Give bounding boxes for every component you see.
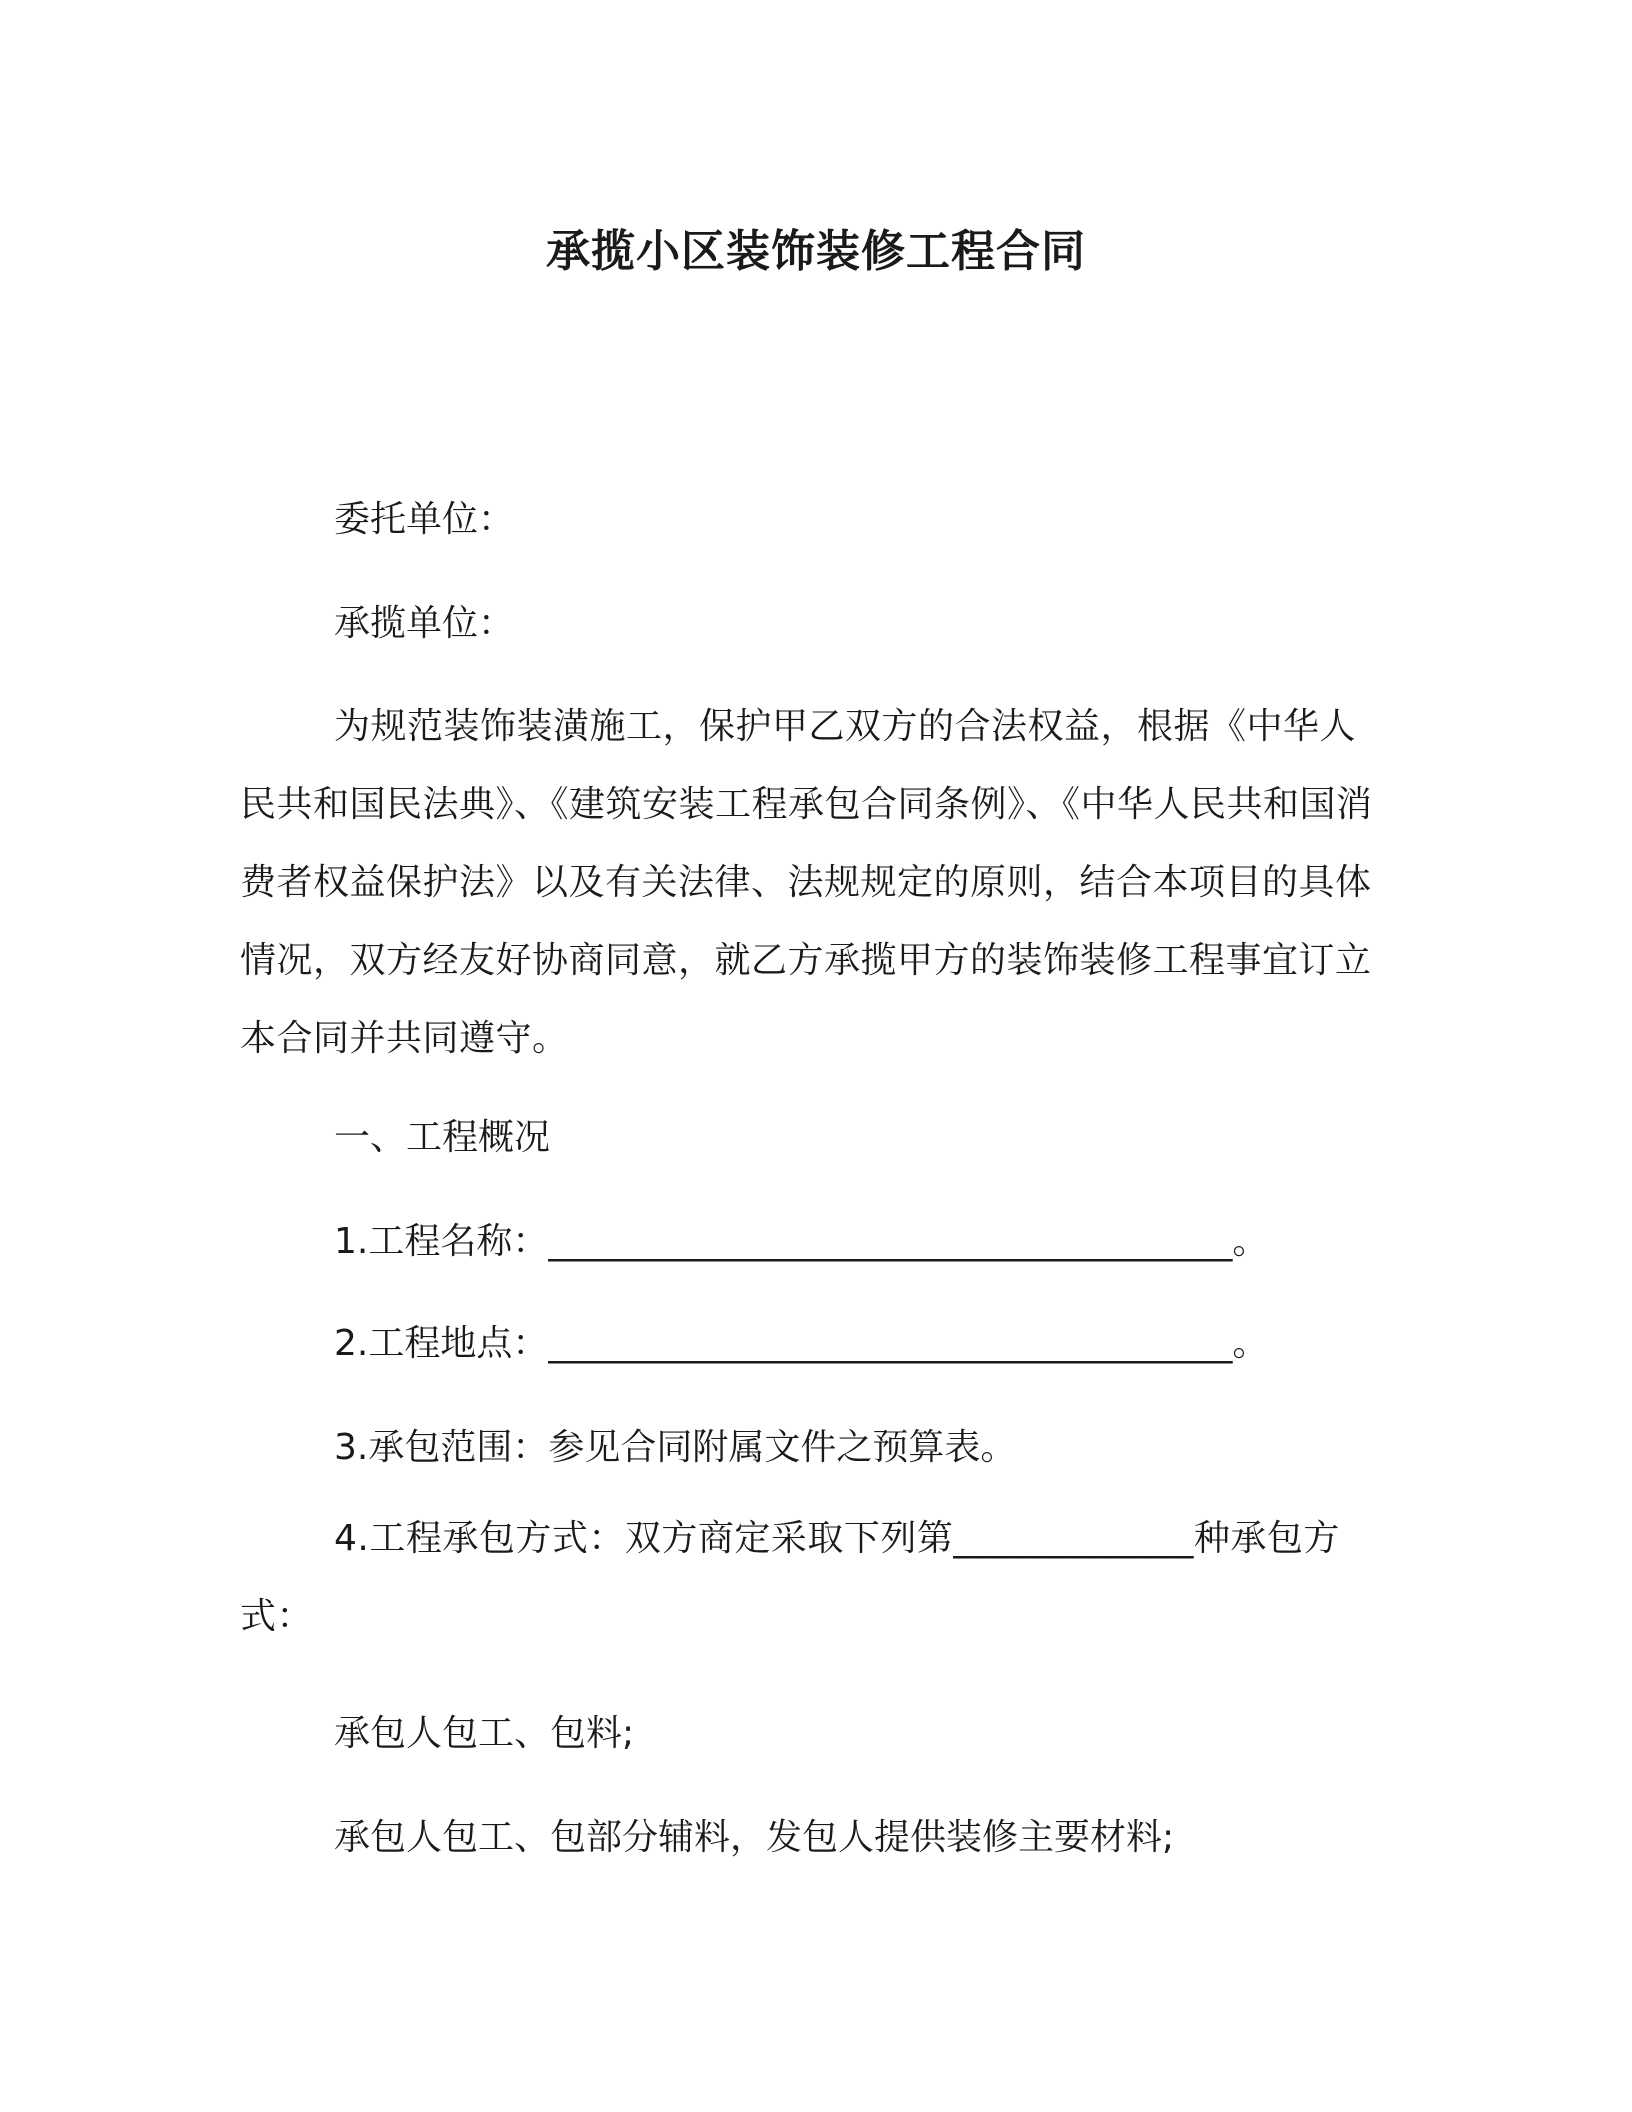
document-title: 承揽小区装饰装修工程合同 bbox=[546, 226, 1086, 277]
item-project-location: 2.工程地点：______________________________________。 bbox=[334, 1323, 1269, 1364]
contract-method-text: 4.工程承包方式：双方商定采取下列第_____________种承包方式： bbox=[240, 1518, 1340, 1637]
section-1-heading: 一、工程概况 bbox=[334, 1117, 551, 1158]
contractor-unit-label: 承揽单位： bbox=[334, 603, 515, 644]
preamble-paragraph bbox=[240, 688, 1390, 1078]
item-contract-method bbox=[240, 1500, 1390, 1656]
option-labor-and-materials: 承包人包工、包料; bbox=[334, 1713, 635, 1754]
option-labor-partial-materials: 承包人包工、包部分辅料，发包人提供装修主要材料; bbox=[334, 1817, 1175, 1858]
item-contract-scope: 3.承包范围：参见合同附属文件之预算表。 bbox=[334, 1427, 1017, 1468]
client-unit-label: 委托单位： bbox=[334, 499, 515, 540]
preamble-text: 为规范装饰装潢施工，保护甲乙双方的合法权益，根据《中华人民共和国民法典》、《建筑安装工程承包合同条例》、《中华人民共和国消费者权益保护法》以及有关法律、法规规定的原则，结合本项目的具体情况，双方经友好协商同意，就乙方承揽甲方的装饰装修工程事宜订立本合同并共同遵守。 bbox=[240, 706, 1373, 1059]
item-project-name: 1.工程名称：______________________________________。 bbox=[334, 1221, 1269, 1262]
